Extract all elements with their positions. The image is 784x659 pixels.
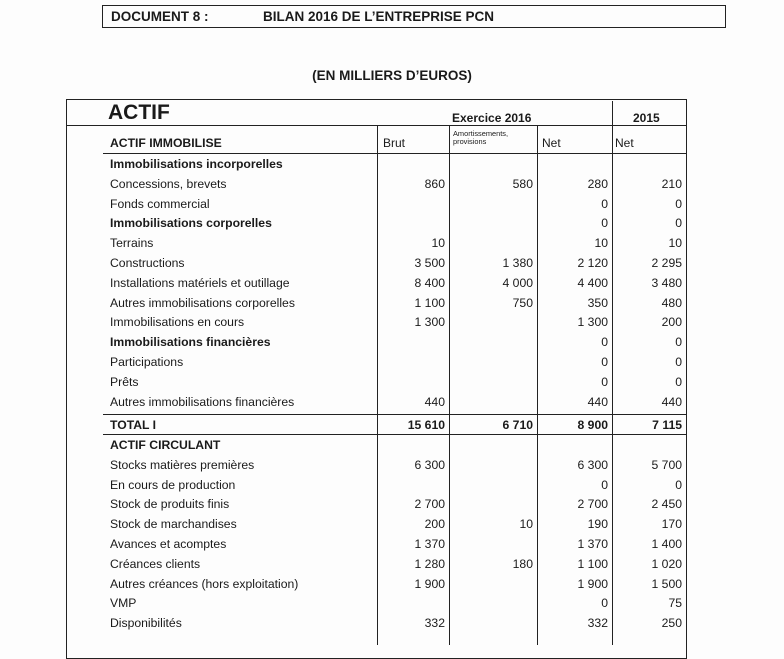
year-prev-label: 2015 [633, 111, 660, 125]
row-net: 2 120 [577, 256, 608, 270]
row-label: ACTIF CIRCULANT [110, 438, 221, 452]
row-label: Terrains [110, 236, 154, 251]
section-label-actif-immobilise: ACTIF IMMOBILISE [110, 136, 222, 150]
document-header [102, 5, 726, 28]
row-brut: 2 700 [414, 497, 445, 512]
row-brut: 200 [424, 517, 445, 532]
row-prev: 7 115 [652, 418, 682, 432]
row-net: 0 [601, 216, 608, 231]
row-amort: 4 000 [502, 275, 533, 290]
row-label: Avances et acomptes [110, 537, 227, 551]
row-net: 350 [587, 295, 608, 310]
row-label: TOTAL I [110, 418, 157, 432]
row-label: Immobilisations en cours [110, 315, 245, 330]
row-net: 8 900 [577, 418, 608, 432]
actif-title: ACTIF [108, 101, 170, 124]
row-label: Constructions [110, 256, 185, 270]
row-amort: 180 [512, 556, 533, 571]
row-brut: 1 280 [414, 556, 445, 571]
document-title: BILAN 2016 DE L’ENTREPRISE PCN [263, 9, 495, 24]
header-rule [67, 125, 687, 126]
row-prev: 75 [668, 596, 682, 611]
row-label: Concessions, brevets [110, 176, 227, 191]
row-label: En cours de production [110, 477, 236, 492]
row-brut: 860 [424, 176, 445, 191]
row-label: Installations matériels et outillage [110, 275, 290, 290]
row-label: Stocks matières premières [110, 457, 255, 472]
row-brut: 10 [431, 236, 445, 251]
row-prev: 1 020 [651, 556, 682, 571]
row-net: 1 900 [577, 576, 608, 591]
row-net: 440 [587, 394, 608, 409]
row-brut: 1 370 [414, 537, 445, 551]
row-label: Immobilisations financières [110, 335, 271, 350]
row-net: 1 300 [577, 315, 608, 330]
row-prev: 480 [661, 295, 682, 310]
exercice-rule [449, 125, 537, 126]
row-prev: 2 295 [651, 256, 682, 270]
row-net: 332 [587, 616, 608, 631]
row-label: Autres immobilisations financières [110, 394, 295, 409]
row-label: Participations [110, 355, 184, 369]
row-prev: 0 [675, 335, 682, 350]
row-prev: 440 [661, 394, 682, 409]
row-label: VMP [110, 596, 137, 611]
col-net-prev-label: Net [615, 136, 634, 150]
exercice-label: Exercice 2016 [452, 111, 532, 125]
row-net: 1 370 [577, 537, 608, 551]
row-brut: 1 300 [414, 315, 445, 330]
col-separator-net [537, 125, 538, 645]
row-label: Immobilisations corporelles [110, 216, 272, 231]
row-amort: 10 [519, 517, 533, 532]
row-amort: 1 380 [502, 256, 533, 270]
row-brut: 1 100 [414, 295, 445, 310]
document-number: DOCUMENT 8 : [111, 9, 209, 24]
row-amort: 6 710 [502, 418, 533, 432]
row-prev: 5 700 [651, 457, 682, 472]
row-prev: 0 [675, 477, 682, 492]
row-prev: 1 500 [651, 576, 682, 591]
row-label: Autres immobilisations corporelles [110, 295, 295, 310]
row-prev: 250 [661, 616, 682, 631]
row-net: 4 400 [577, 275, 608, 290]
row-brut: 6 300 [414, 457, 445, 472]
row-net: 0 [601, 335, 608, 350]
row-brut: 332 [424, 616, 445, 631]
row-label: Stock de produits finis [110, 497, 230, 512]
row-label: Disponibilités [110, 616, 182, 631]
col-amort-label: Amortissements, provisions [453, 129, 509, 146]
row-prev: 170 [661, 517, 682, 532]
col-net-label: Net [542, 136, 561, 150]
row-net: 1 100 [577, 556, 608, 571]
col-brut-label: Brut [383, 136, 406, 150]
row-label: Créances clients [110, 556, 201, 571]
row-net: 10 [594, 236, 608, 251]
row-prev: 0 [675, 374, 682, 389]
row-net: 280 [587, 176, 608, 191]
total-rule-bottom [103, 434, 687, 435]
row-brut: 3 500 [414, 256, 445, 270]
row-prev: 0 [675, 355, 682, 369]
row-net: 190 [587, 517, 608, 532]
row-prev: 200 [661, 315, 682, 330]
row-label: Autres créances (hors exploitation) [110, 576, 299, 591]
row-prev: 0 [675, 196, 682, 211]
row-prev: 0 [675, 216, 682, 231]
col-separator-brut [377, 125, 378, 645]
row-label: Prêts [110, 374, 139, 389]
row-net: 0 [601, 596, 608, 611]
col-separator-2015 [612, 101, 613, 645]
row-label: Stock de marchandises [110, 517, 237, 532]
row-net: 6 300 [577, 457, 608, 472]
row-label: Fonds commercial [110, 196, 210, 211]
row-net: 0 [601, 196, 608, 211]
row-net: 0 [601, 374, 608, 389]
row-net: 2 700 [577, 497, 608, 512]
col-separator-amort [449, 125, 450, 645]
row-prev: 2 450 [651, 497, 682, 512]
section-rule [103, 153, 687, 154]
row-prev: 10 [668, 236, 682, 251]
row-brut: 440 [424, 394, 445, 409]
row-prev: 3 480 [651, 275, 682, 290]
unit-caption: (EN MILLIERS D’EUROS) [312, 68, 472, 83]
row-brut: 1 900 [414, 576, 445, 591]
total-rule-top [103, 414, 687, 415]
row-prev: 1 400 [651, 537, 682, 551]
row-amort: 580 [512, 176, 533, 191]
row-net: 0 [601, 477, 608, 492]
row-label: Immobilisations incorporelles [110, 157, 283, 171]
row-net: 0 [601, 355, 608, 369]
row-brut: 15 610 [407, 418, 445, 432]
row-prev: 210 [661, 176, 682, 191]
row-amort: 750 [512, 295, 533, 310]
row-brut: 8 400 [414, 275, 445, 290]
